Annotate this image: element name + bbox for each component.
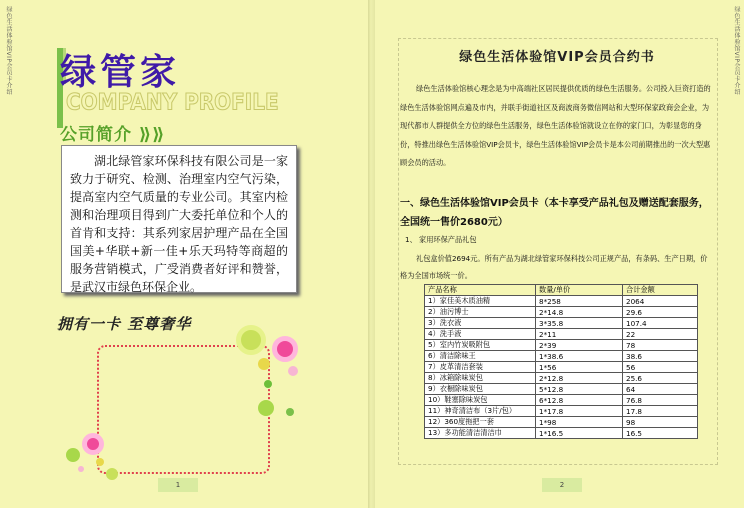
product-table (424, 284, 698, 439)
left-page-number: 1 (158, 478, 198, 492)
contract-body (400, 80, 712, 173)
cell-name: 9）衣橱除味炭包 (425, 384, 536, 395)
decor-dot (258, 400, 274, 416)
gift-note-text: 礼包盒价值2694元。所有产品为湖北绿管家环保科技公司正规产品，有条码、生产日期，价格为全国市场统一价。 (400, 254, 708, 280)
table-row (425, 384, 698, 395)
photo-frame (97, 345, 270, 474)
cell-name: 6）清洁除味王 (425, 351, 536, 362)
cell-qty: 2*12.8 (536, 373, 623, 384)
cell-qty: 2*39 (536, 340, 623, 351)
cell-qty: 2*11 (536, 329, 623, 340)
decor-dot (106, 468, 118, 480)
cell-total: 64 (623, 384, 698, 395)
col-header-qty: 数量/单价 (536, 285, 623, 296)
decor-dot (258, 358, 270, 370)
table-row (425, 318, 698, 329)
table-row (425, 329, 698, 340)
cell-qty: 1*38.6 (536, 351, 623, 362)
slogan: 拥有一卡 至尊奢华 (57, 315, 192, 333)
contract-paragraph: 绿色生活体验馆核心理念是为中高端社区居民提供优质的绿色生活服务。公司投入巨资打造的绿色生活体验馆网点遍及市内，并联手街道社区及商波商务微信网站和大型环保家政商会企业，为现代都市人群提供全方位的绿色生活服务，绿色生活体验馆就设立在你的家门口，为彰显您的身份，特推出绿色生活体验馆VIP会员卡，绿色生活体验馆VIP会员卡是本公司前期推出的一次大型惠顾会员的活动。 (400, 84, 711, 167)
cell-name: 8）冰箱除味炭包 (425, 373, 536, 384)
cell-name: 1）家佳美木质油精 (425, 296, 536, 307)
cell-name: 7）皮革清洁套装 (425, 362, 536, 373)
brand-title: 绿管家 (60, 52, 181, 93)
cell-name: 2）油污博士 (425, 307, 536, 318)
table-row (425, 406, 698, 417)
cell-qty: 5*12.8 (536, 384, 623, 395)
right-side-text: 绿色生活体验馆VIP会员卡介绍 (733, 6, 740, 95)
left-side-text: 绿色生活体验馆VIP会员卡介绍 (5, 6, 12, 95)
cell-name: 12）360度拖把一套 (425, 417, 536, 428)
intro-box (61, 145, 297, 293)
table-row (425, 340, 698, 351)
section-heading: 一、绿色生活体验馆VIP会员卡（本卡享受产品礼包及赠送配套服务，全国统一售价2680元） (400, 198, 709, 228)
decor-dot (78, 466, 84, 472)
cell-total: 22 (623, 329, 698, 340)
cell-total: 56 (623, 362, 698, 373)
decor-dot (66, 448, 80, 462)
intro-heading: 公司简介 ⟫⟫ (60, 125, 166, 145)
cell-total: 16.5 (623, 428, 698, 439)
cell-qty: 1*98 (536, 417, 623, 428)
col-header-name: 产品名称 (425, 285, 536, 296)
sub-heading: 1、 家用环保产品礼包 (405, 235, 477, 244)
table-row (425, 296, 698, 307)
cell-total: 38.6 (623, 351, 698, 362)
cell-qty: 6*12.8 (536, 395, 623, 406)
table-row (425, 428, 698, 439)
cell-qty: 8*258 (536, 296, 623, 307)
brand-subtitle: COMPANY PROFILE (66, 88, 279, 116)
decor-dot (236, 325, 266, 355)
table-header-row (425, 285, 698, 296)
table-row (425, 417, 698, 428)
cell-name: 5）室内竹炭吸附包 (425, 340, 536, 351)
table-row (425, 307, 698, 318)
right-page-number: 2 (542, 478, 582, 492)
cell-name: 13）多功能清洁清洁巾 (425, 428, 536, 439)
cell-name: 3）洗衣液 (425, 318, 536, 329)
cell-total: 2064 (623, 296, 698, 307)
decor-dot (272, 336, 298, 362)
gift-note (400, 250, 712, 284)
cell-qty: 1*56 (536, 362, 623, 373)
table-row (425, 362, 698, 373)
decor-dot (288, 366, 298, 376)
cell-name: 10）鞋塞除味炭包 (425, 395, 536, 406)
cell-total: 29.6 (623, 307, 698, 318)
table-row (425, 395, 698, 406)
table-row (425, 351, 698, 362)
page-gutter (368, 0, 375, 508)
cell-qty: 3*35.8 (536, 318, 623, 329)
cell-qty: 2*14.8 (536, 307, 623, 318)
table-row (425, 373, 698, 384)
cell-name: 4）洗手液 (425, 329, 536, 340)
contract-title: 绿色生活体验馆VIP会员合约书 (459, 50, 655, 65)
intro-text: 湖北绿管家环保科技有限公司是一家致力于研究、检测、治理室内空气污染，提高室内空气质量的专业公司。其室内检测和治理项目得到广大委托单位和个人的首肯和支持：其系列家居护理产品在全国国美+华联+新一佳+乐天玛特等商超的服务营销模式，广受消费者好评和赞誉，是武汉市绿色环保企业。 (70, 154, 288, 294)
cell-qty: 1*17.8 (536, 406, 623, 417)
col-header-total: 合计金额 (623, 285, 698, 296)
cell-total: 76.8 (623, 395, 698, 406)
cell-total: 107.4 (623, 318, 698, 329)
decor-dot (264, 380, 272, 388)
cell-total: 78 (623, 340, 698, 351)
cell-total: 25.6 (623, 373, 698, 384)
cell-total: 17.8 (623, 406, 698, 417)
decor-dot (96, 458, 104, 466)
cell-total: 98 (623, 417, 698, 428)
decor-dot (286, 408, 294, 416)
cell-name: 11）神奇清洁布（3片/包） (425, 406, 536, 417)
cell-qty: 1*16.5 (536, 428, 623, 439)
decor-dot (82, 433, 104, 455)
